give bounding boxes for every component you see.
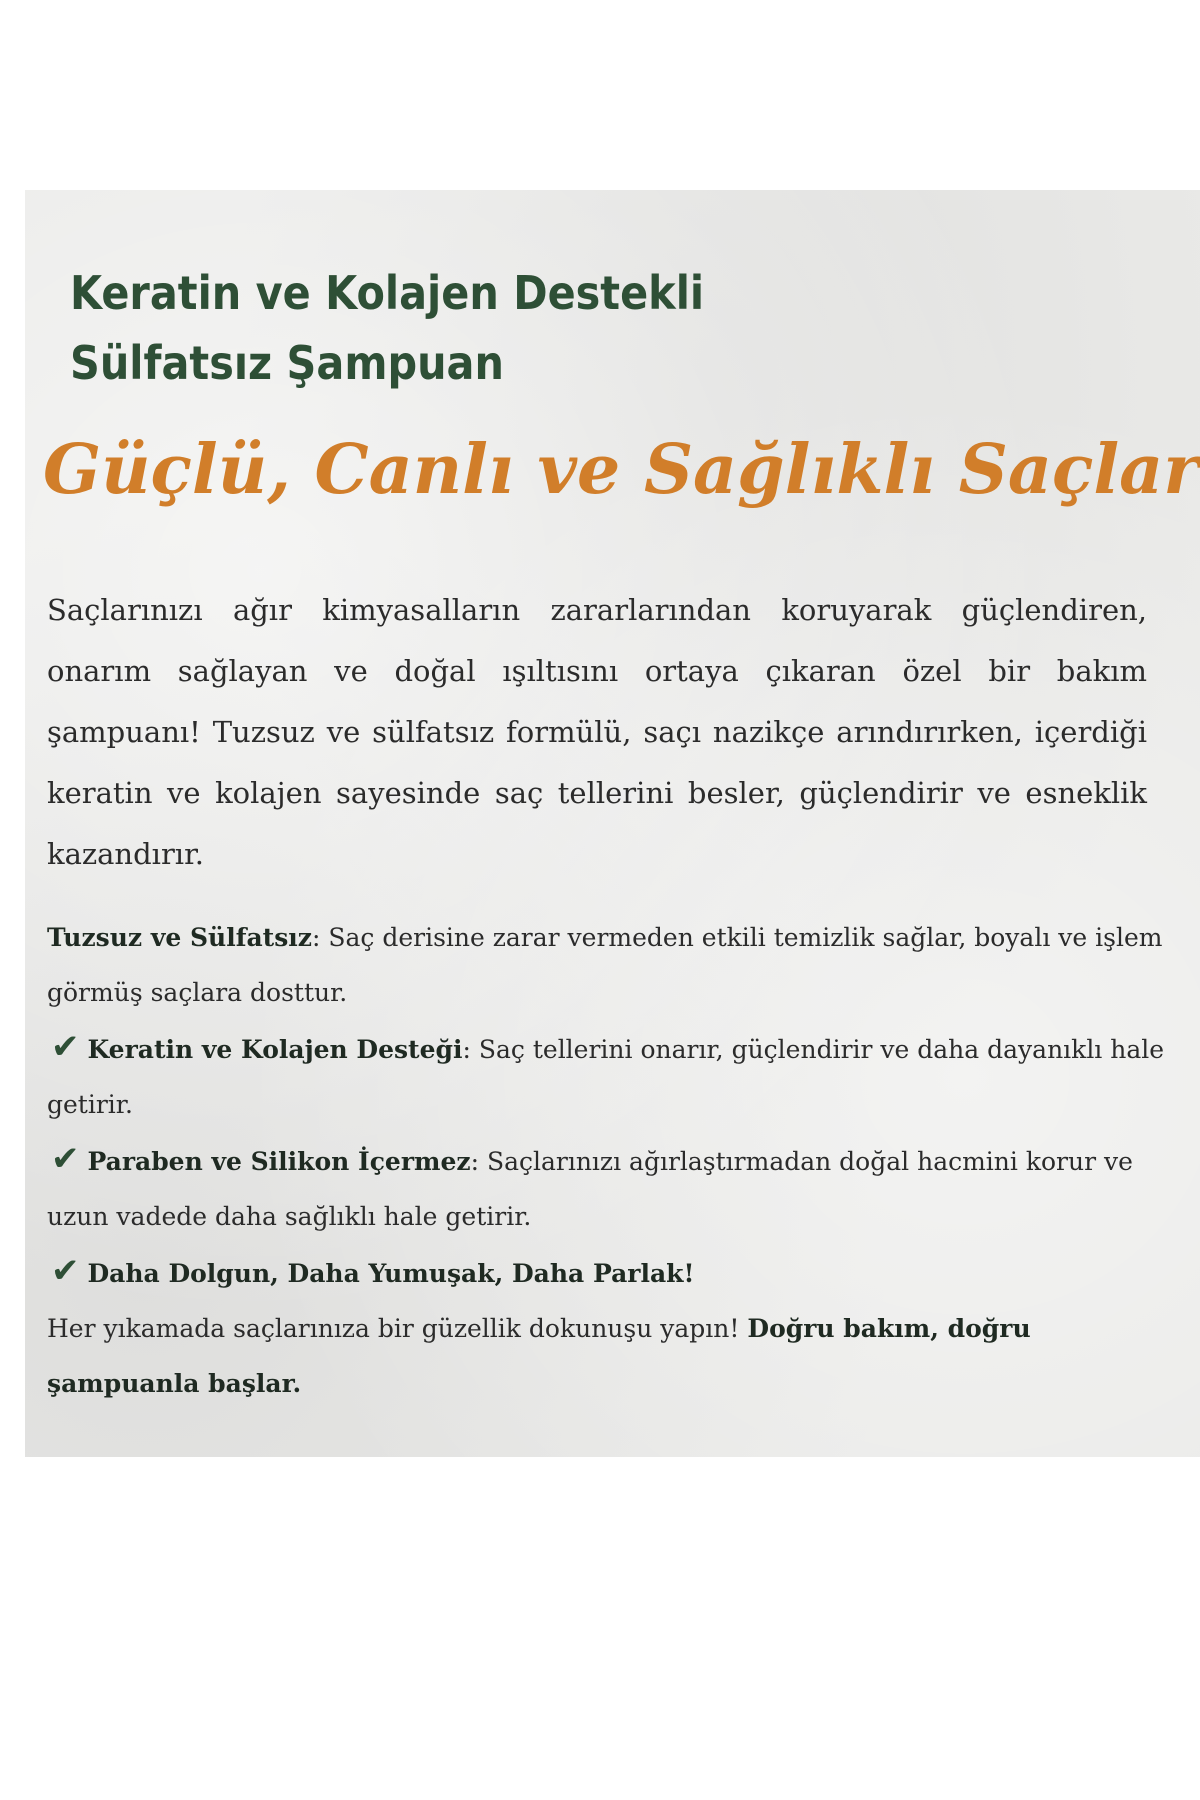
feature-item [47, 910, 1167, 1020]
check-icon: ✔ [51, 1139, 80, 1179]
product-headline [70, 258, 704, 398]
headline-line-1: Keratin ve Kolajen Destekli [70, 266, 705, 320]
tagline: Güçlü, Canlı ve Sağlıklı Saçlar [43, 430, 1200, 510]
feature-item [47, 1132, 1167, 1244]
check-icon: ✔ [51, 1251, 80, 1291]
feature-list [47, 910, 1167, 1411]
closing-text: Her yıkamada saçlarınıza bir güzellik dokunuşu yapın! [47, 1314, 748, 1343]
feature-text: : Saçlarınızı ağırlaştırmadan doğal hacmini korur ve uzun vadede daha sağlıklı hale getirir. [47, 1147, 1133, 1231]
intro-paragraph: Saçlarınızı ağır kimyasalların zararlarından koruyarak güçlendiren, onarım sağlayan ve doğal ışıltısını ortaya çıkaran özel bir bakım şampuanı! Tuzsuz ve sülfatsız formülü, saçı nazikçe arındırırken, içerdiği keratin ve kolajen sayesinde saç tellerini besler, güçlendirir ve esneklik kazandırır. [47, 593, 1147, 871]
closing-bold: Doğru bakım, doğru şampuanla başlar. [47, 1314, 1031, 1398]
feature-text: : Saç tellerini onarır, güçlendirir ve daha dayanıklı hale getirir. [47, 1035, 1165, 1119]
feature-title: Daha Dolgun, Daha Yumuşak, Daha Parlak! [87, 1259, 695, 1288]
feature-title: Paraben ve Silikon İçermez [87, 1147, 471, 1176]
headline-line-2: Sülfatsız Şampuan [70, 336, 504, 390]
feature-item [47, 1020, 1167, 1132]
feature-item [47, 1244, 1167, 1301]
closing-line [47, 1301, 1167, 1411]
content-panel [25, 190, 1200, 1457]
feature-title: Tuzsuz ve Sülfatsız [47, 923, 312, 952]
check-icon: ✔ [51, 1027, 80, 1067]
feature-title: Keratin ve Kolajen Desteği [87, 1035, 463, 1064]
feature-text: : Saç derisine zarar vermeden etkili temizlik sağlar, boyalı ve işlem görmüş saçlara dosttur. [47, 923, 1163, 1007]
